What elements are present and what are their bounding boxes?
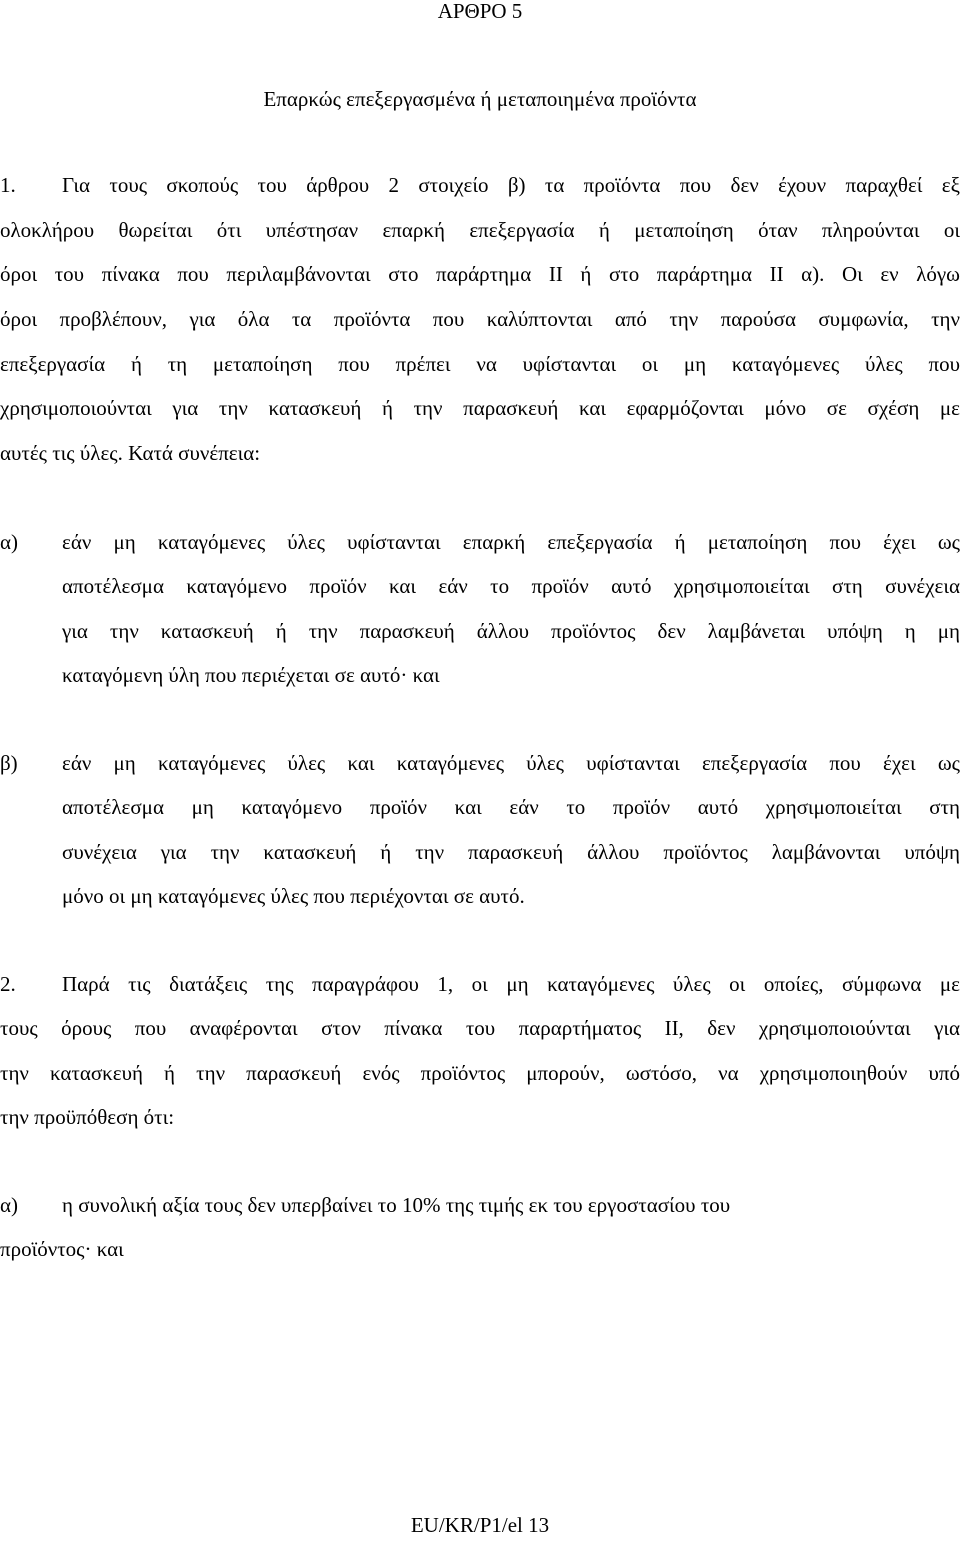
paragraph-2-number: 2. [0, 972, 16, 996]
item-2a-marker: α) [0, 1193, 18, 1217]
paragraph-1-line: αυτές τις ύλες. Κατά συνέπεια: [0, 441, 261, 465]
item-b-line: εάν μη καταγόμενες ύλες και καταγόμενες ύλες υφίστανται επεξεργασία που έχει ως [62, 751, 960, 775]
paragraph-2-line: τους όρους που αναφέρονται στον πίνακα του παραρτήματος ΙΙ, δεν χρησιμοποιούνται για [0, 1016, 960, 1040]
item-a-line: για την κατασκευή ή την παρασκευή άλλου προϊόντος δεν λαμβάνεται υπόψη η μη [62, 619, 960, 643]
paragraph-1-line: όροι προβλέπουν, για όλα τα προϊόντα που καλύπτονται από την παρούσα συμφωνία, την [0, 307, 960, 331]
item-b-marker: β) [0, 751, 18, 775]
item-2a-first-line: η συνολική αξία τους δεν υπερβαίνει το 10% της τιμής εκ του εργοστασίου του [62, 1193, 731, 1217]
item-2a-line: προϊόντος· και [0, 1237, 124, 1261]
item-a-marker: α) [0, 530, 18, 554]
paragraph-2-line: την προϋπόθεση ότι: [0, 1105, 175, 1129]
item-a-line: αποτέλεσμα καταγόμενο προϊόν και εάν το προϊόν αυτό χρησιμοποιείται στη συνέχεια [62, 574, 960, 598]
paragraph-2-line: την κατασκευή ή την παρασκευή ενός προϊόντος μπορούν, ωστόσο, να χρησιμοποιηθούν υπό [0, 1061, 960, 1085]
paragraph-1-line: επεξεργασία ή τη μεταποίηση που πρέπει να υφίστανται οι μη καταγόμενες ύλες που [0, 352, 960, 376]
item-b-line: συνέχεια για την κατασκευή ή την παρασκευή άλλου προϊόντος λαμβάνονται υπόψη [62, 840, 960, 864]
paragraph-1-first-line: Για τους σκοπούς του άρθρου 2 στοιχείο β) τα προϊόντα που δεν έχουν παραχθεί εξ [62, 173, 960, 197]
paragraph-1-line: ολοκλήρου θωρείται ότι υπέστησαν επαρκή επεξεργασία ή μεταποίηση όταν πληρούνται οι [0, 218, 960, 242]
page-footer: EU/KR/P1/el 13 [410, 1513, 550, 1537]
paragraph-1-line: χρησιμοποιούνται για την κατασκευή ή την παρασκευή και εφαρμόζονται μόνο σε σχέση με [0, 396, 960, 420]
paragraph-2-first-line: Παρά τις διατάξεις της παραγράφου 1, οι μη καταγόμενες ύλες οι οποίες, σύμφωνα με [62, 972, 960, 996]
paragraph-1-line: όροι του πίνακα που περιλαμβάνονται στο παράρτημα ΙΙ ή στο παράρτημα ΙΙ α). Οι εν λόγω [0, 262, 960, 286]
item-a-line: καταγόμενη ύλη που περιέχεται σε αυτό· και [62, 663, 440, 687]
paragraph-1-number: 1. [0, 173, 16, 197]
article-subtitle: Επαρκώς επεξεργασμένα ή μεταποιημένα προϊόντα [263, 87, 697, 111]
item-a-line: εάν μη καταγόμενες ύλες υφίστανται επαρκή επεξεργασία ή μεταποίηση που έχει ως [62, 530, 960, 554]
item-b-line: μόνο οι μη καταγόμενες ύλες που περιέχονται σε αυτό. [62, 884, 525, 908]
item-b-line: αποτέλεσμα μη καταγόμενο προϊόν και εάν το προϊόν αυτό χρησιμοποιείται στη [62, 795, 960, 819]
article-title: ΑΡΘΡΟ 5 [437, 0, 523, 23]
